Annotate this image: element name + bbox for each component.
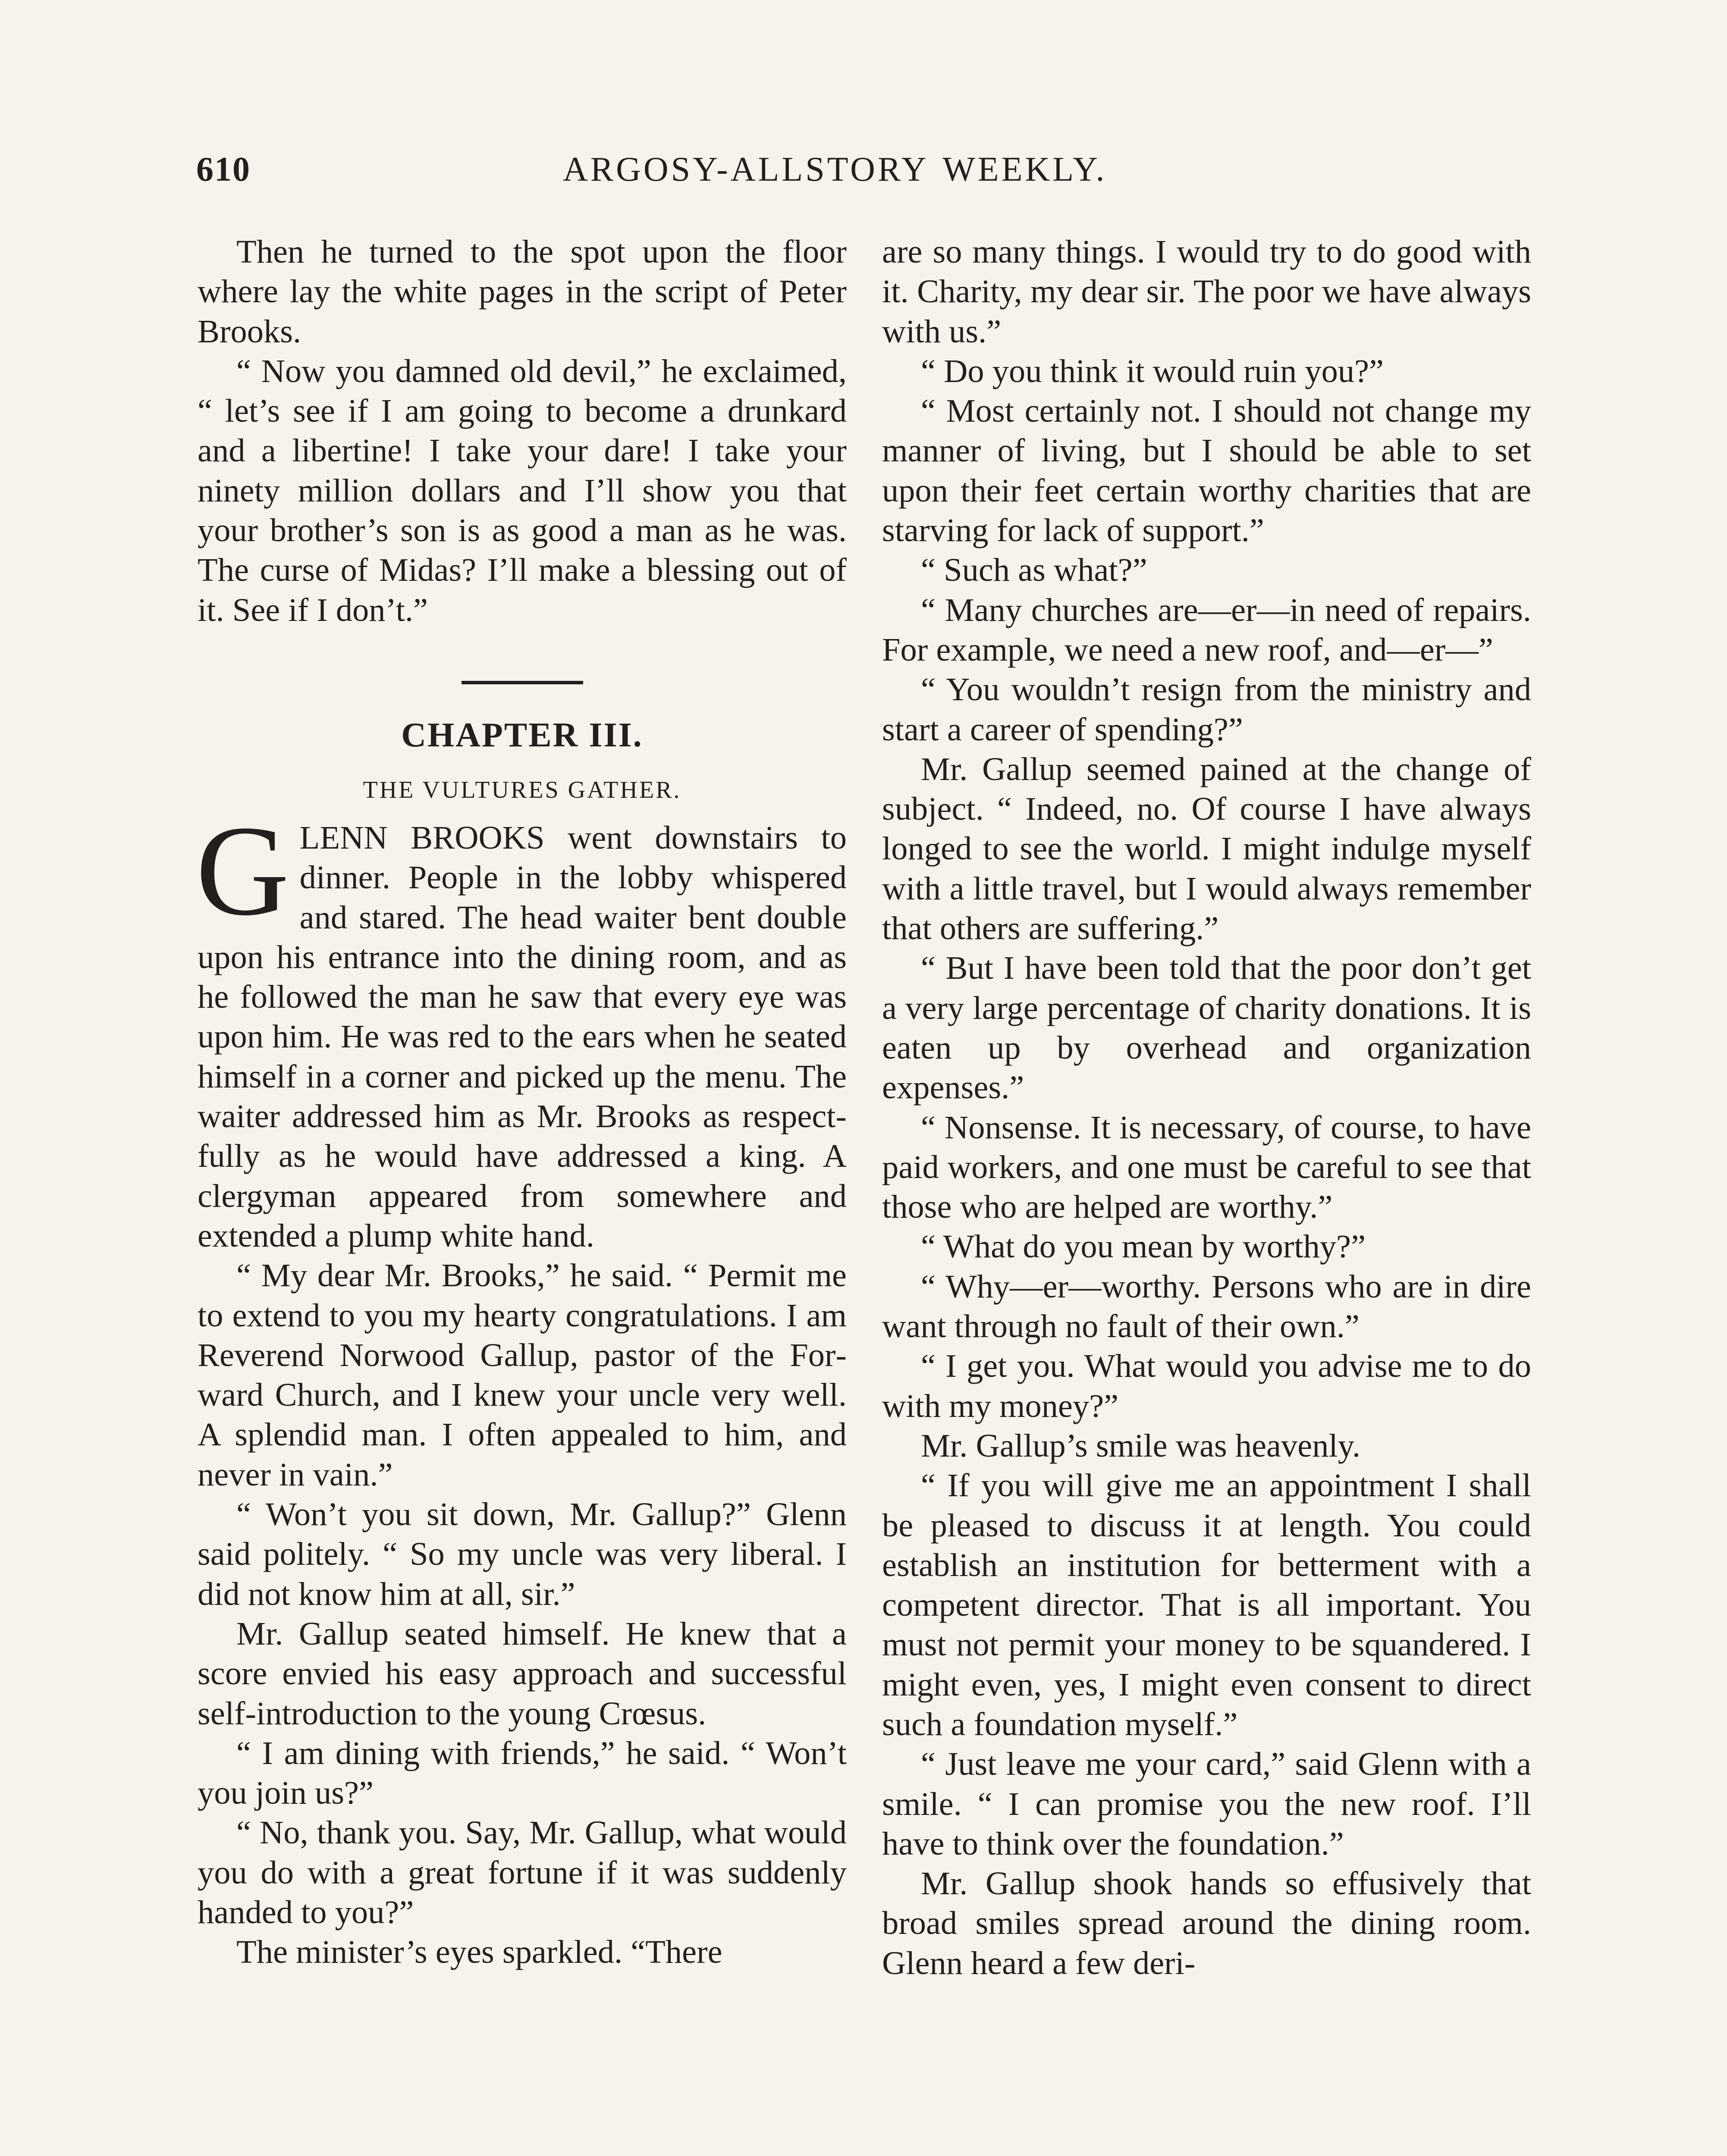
drop-cap: G [196,799,289,942]
paragraph: Then he turned to the spot upon the floor where lay the white pages in the script of Peter Brooks. [198,233,847,350]
opening-text: LENN BROOKS went downstairs to dinner. People in the lobby whispered and stared. The head waiter bent double upon his entrance into the dining room, and as he followed the man he saw that every eye was upon him. He was red to the ears when he seated himself in a corner and picked up the menu. The waiter addressed him as Mr. Brooks as respectfully as he would have addressed a king. A clergyman appeared from somewhere and extended a plump white hand. [198,819,847,1254]
paragraph: “ Just leave me your card,” said Glenn with a smile. “ I can promise you the new roof. I’ll have to think over the foundation.” [882,1745,1531,1862]
paragraph: Mr. Gallup seemed pained at the change of subject. “ Indeed, no. Of course I have always longed to see the world. I might indulge myself with a little travel, but I would always remember that others are suffering.” [882,750,1531,947]
chapter-heading: CHAPTER III. [401,716,643,754]
paragraph: “ Do you think it would ruin you?” [921,352,1384,389]
paragraph: “ What do you mean by worthy?” [921,1228,1366,1265]
paragraph: “ I get you. What would you advise me to do with my money?” [882,1348,1531,1424]
paragraph: “ Nonsense. It is necessary, of course, to have paid workers, and one must be careful to see that those who are helped are worthy.” [882,1109,1531,1225]
section-divider [462,681,583,684]
right-column [882,232,1531,1983]
paragraph: “ If you will give me an appointment I shall be pleased to discuss it at length. You could establish an institution for betterment with a competent director. That is all important. You must not permit your money to be squandered. I might even, yes, I might even consent to direct such a foundation myself.” [882,1467,1531,1742]
chapter-subtitle: THE VULTURES GATHER. [363,776,681,803]
paragraph: “ Most certainly not. I should not change my manner of living, but I should be able to set upon their feet certain worthy charities that are starving for lack of support.” [882,392,1531,549]
running-head [196,150,1533,202]
page-number: 610 [196,150,251,188]
chapter-opening-paragraph [196,799,847,1256]
paragraph: Mr. Gallup’s smile was heavenly. [921,1427,1361,1464]
paragraph: “ Many churches are—er—in need of repairs. For example, we need a new roof, and—er—” [882,591,1531,668]
paragraph: “ Won’t you sit down, Mr. Gallup?” Glenn said politely. “ So my uncle was very liberal. I did not know him at all, sir.” [198,1496,847,1612]
continued-paragraph: are so many things. I would try to do good with it. Charity, my dear sir. The poor we have always with us.” [882,233,1531,350]
paragraph: Mr. Gallup seated himself. He knew that a score envied his easy approach and successful self-introduction to the young Crœsus. [198,1615,847,1732]
paragraph: “ No, thank you. Say, Mr. Gallup, what would you do with a great fortune if it was suddenly handed to you?” [198,1814,847,1930]
paragraph: “ I am dining with friends,” he said. “ Won’t you join us?” [198,1734,847,1811]
left-column [198,232,847,1972]
paragraph: “ But I have been told that the poor don’t get a very large percentage of charity donations. It is eaten up by overhead and organization expenses.” [882,950,1531,1106]
paragraph: “ My dear Mr. Brooks,” he said. “ Permit me to extend to you my hearty congratulations. I am Reverend Norwood Gallup, pastor of the Forward Church, and I knew your uncle very well. A splendid man. I often appealed to him, and never in vain.” [198,1257,847,1493]
paragraph: “ You wouldn’t resign from the ministry and start a career of spending?” [882,671,1531,748]
paragraph: Mr. Gallup shook hands so effusively that broad smiles spread around the dining room. Glenn heard a few deri- [882,1865,1531,1981]
journal-title: ARGOSY-ALLSTORY WEEKLY. [563,150,1107,188]
paragraph: The minister’s eyes sparkled. “There [236,1934,722,1971]
paragraph: “ Why—er—worthy. Persons who are in dire want through no fault of their own.” [882,1268,1531,1345]
paragraph: “ Now you damned old devil,” he exclaimed, “ let’s see if I am going to become a drunkard and a libertine! I take your dare! I take your ninety million dollars and I’ll show you that your brother’s son is as good a man as he was. The curse of Midas? I’ll make a blessing out of it. See if I don’t.” [198,352,847,628]
paragraph: “ Such as what?” [921,552,1147,589]
